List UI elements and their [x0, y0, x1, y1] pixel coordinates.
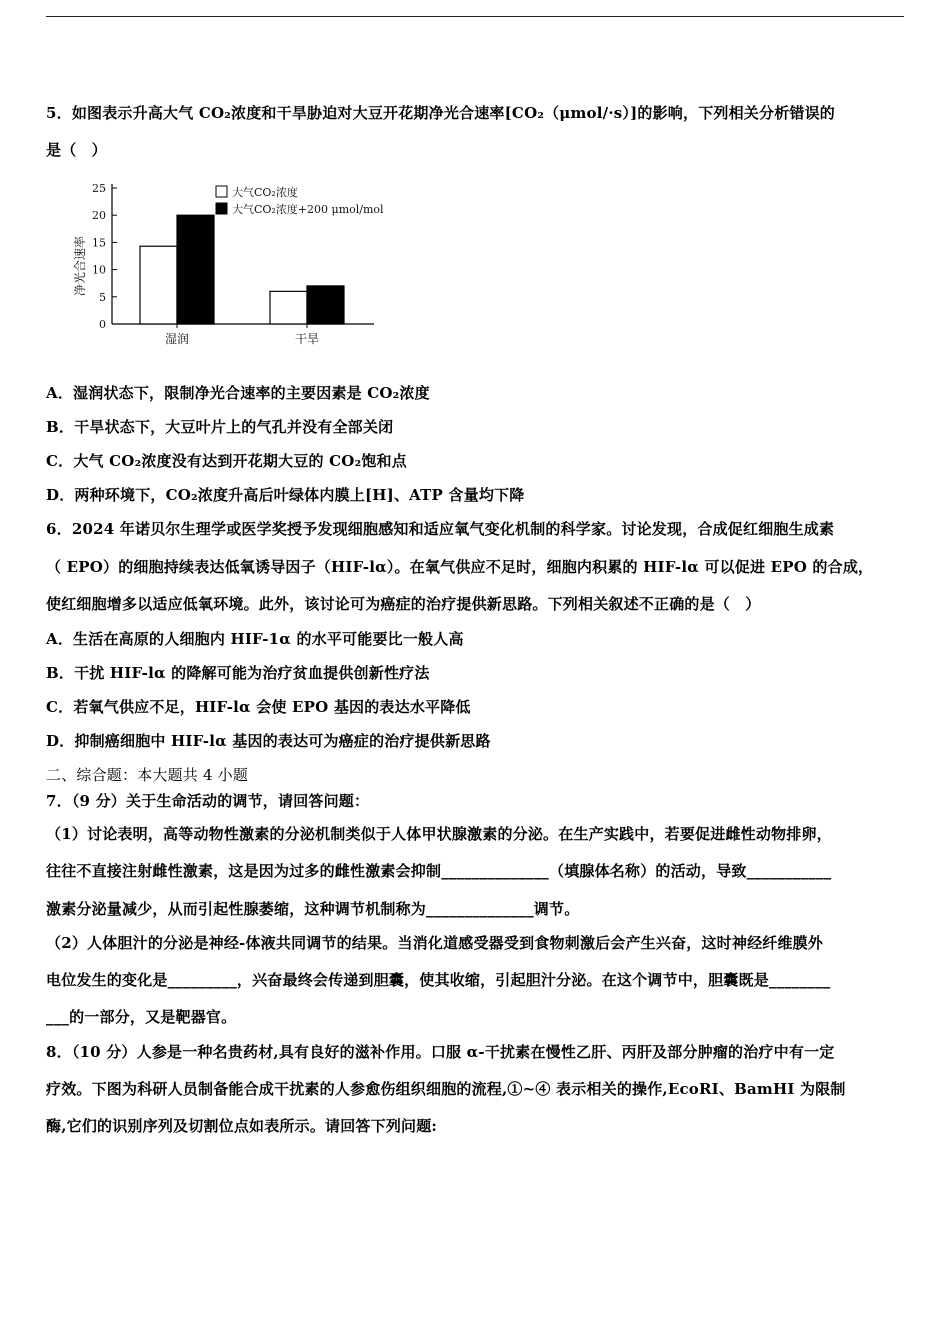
y-tick-label: 0 — [99, 318, 106, 331]
x-category-label: 干旱 — [294, 332, 320, 346]
bar — [270, 291, 307, 324]
q7-line: 电位发生的变化是_________，兴奋最终会传递到胆囊，使其收缩，引起胆汁分泌。在这个调节中，胆囊既是________ — [46, 971, 831, 989]
top-rule — [46, 16, 904, 17]
legend-swatch — [216, 203, 227, 214]
q7-line: 往往不直接注射雌性激素，这是因为过多的雌性激素会抑制______________（填腺体名称）的活动，导致___________ — [46, 862, 832, 880]
legend-label: 大气CO₂浓度 — [232, 186, 298, 199]
chart-ylabel: 净光合速率 — [73, 235, 87, 297]
y-tick-label: 20 — [92, 209, 106, 223]
q6-option-b: B．干扰 HIF-lα 的降解可能为治疗贫血提供创新性疗法 — [46, 664, 430, 682]
q7-line: ___的一部分，又是靶器官。 — [46, 1008, 237, 1026]
q7-line: 激素分泌量减少，从而引起性腺萎缩，这种调节机制称为______________调节。 — [46, 900, 580, 918]
bar — [307, 286, 344, 324]
y-tick-label: 25 — [92, 182, 106, 195]
y-tick-label: 5 — [99, 290, 106, 304]
y-tick-label: 10 — [92, 263, 106, 277]
q5-stem-line2: 是（ ） — [46, 141, 107, 159]
q7-line: （1）讨论表明，高等动物性激素的分泌机制类似于人体甲状腺激素的分泌。在生产实践中，若要促进雌性动物排卵， — [46, 825, 832, 843]
q7-title: 7．（9 分）关于生命活动的调节，请回答问题： — [46, 792, 370, 810]
q5-stem-line1: 5．如图表示升高大气 CO₂浓度和干旱胁迫对大豆开花期净光合速率[CO₂（μmol/·s）]的影响，下列相关分析错误的 — [46, 104, 836, 122]
y-tick-label: 15 — [92, 236, 106, 250]
q8-line: 8．（10 分）人参是一种名贵药材,具有良好的滋补作用。口服 α-干扰素在慢性乙肝、丙肝及部分肿瘤的治疗中有一定 — [46, 1043, 835, 1061]
bar — [140, 246, 177, 324]
q5-bar-chart — [70, 176, 410, 351]
q6-stem-line2: （ EPO）的细胞持续表达低氧诱导因子（HIF-lα）。在氧气供应不足时，细胞内积累的 HIF-lα 可以促进 EPO 的合成， — [46, 558, 874, 576]
q6-option-d: D．抑制癌细胞中 HIF-lα 基因的表达可为癌症的治疗提供新思路 — [46, 732, 491, 750]
legend-swatch — [216, 186, 227, 197]
q6-option-a: A．生活在高原的人细胞内 HIF-1α 的水平可能要比一般人高 — [46, 630, 464, 648]
section-heading: 二、综合题：本大题共 4 小题 — [46, 766, 249, 784]
q8-line: 疗效。下图为科研人员制备能合成干扰素的人参愈伤组织细胞的流程,①~④ 表示相关的操作,EcoRI、BamHI 为限制 — [46, 1080, 846, 1098]
x-category-label: 湿润 — [164, 332, 190, 346]
q5-option-b: B．干旱状态下，大豆叶片上的气孔并没有全部关闭 — [46, 418, 394, 436]
q6-stem-line1: 6．2024 年诺贝尔生理学或医学奖授予发现细胞感知和适应氧气变化机制的科学家。讨论发现，合成促红细胞生成素 — [46, 520, 835, 538]
bar — [177, 215, 214, 324]
q5-option-c: C．大气 CO₂浓度没有达到开花期大豆的 CO₂饱和点 — [46, 452, 407, 470]
legend-label: 大气CO₂浓度+200 μmol/mol — [232, 203, 384, 216]
q6-option-c: C．若氧气供应不足，HIF-lα 会使 EPO 基因的表达水平降低 — [46, 698, 471, 716]
q7-line: （2）人体胆汁的分泌是神经-体液共同调节的结果。当消化道感受器受到食物刺激后会产生兴奋，这时神经纤维膜外 — [46, 934, 824, 952]
chart-legend — [216, 185, 384, 216]
q5-option-a: A．湿润状态下，限制净光合速率的主要因素是 CO₂浓度 — [46, 384, 430, 402]
q5-option-d: D．两种环境下，CO₂浓度升高后叶绿体内膜上[H]、ATP 含量均下降 — [46, 486, 525, 504]
q6-stem-line3: 使红细胞增多以适应低氧环境。此外，该讨论可为癌症的治疗提供新思路。下列相关叙述不正确的是（ ） — [46, 595, 761, 613]
q8-line: 酶,它们的识别序列及切割位点如表所示。请回答下列问题: — [46, 1117, 438, 1135]
